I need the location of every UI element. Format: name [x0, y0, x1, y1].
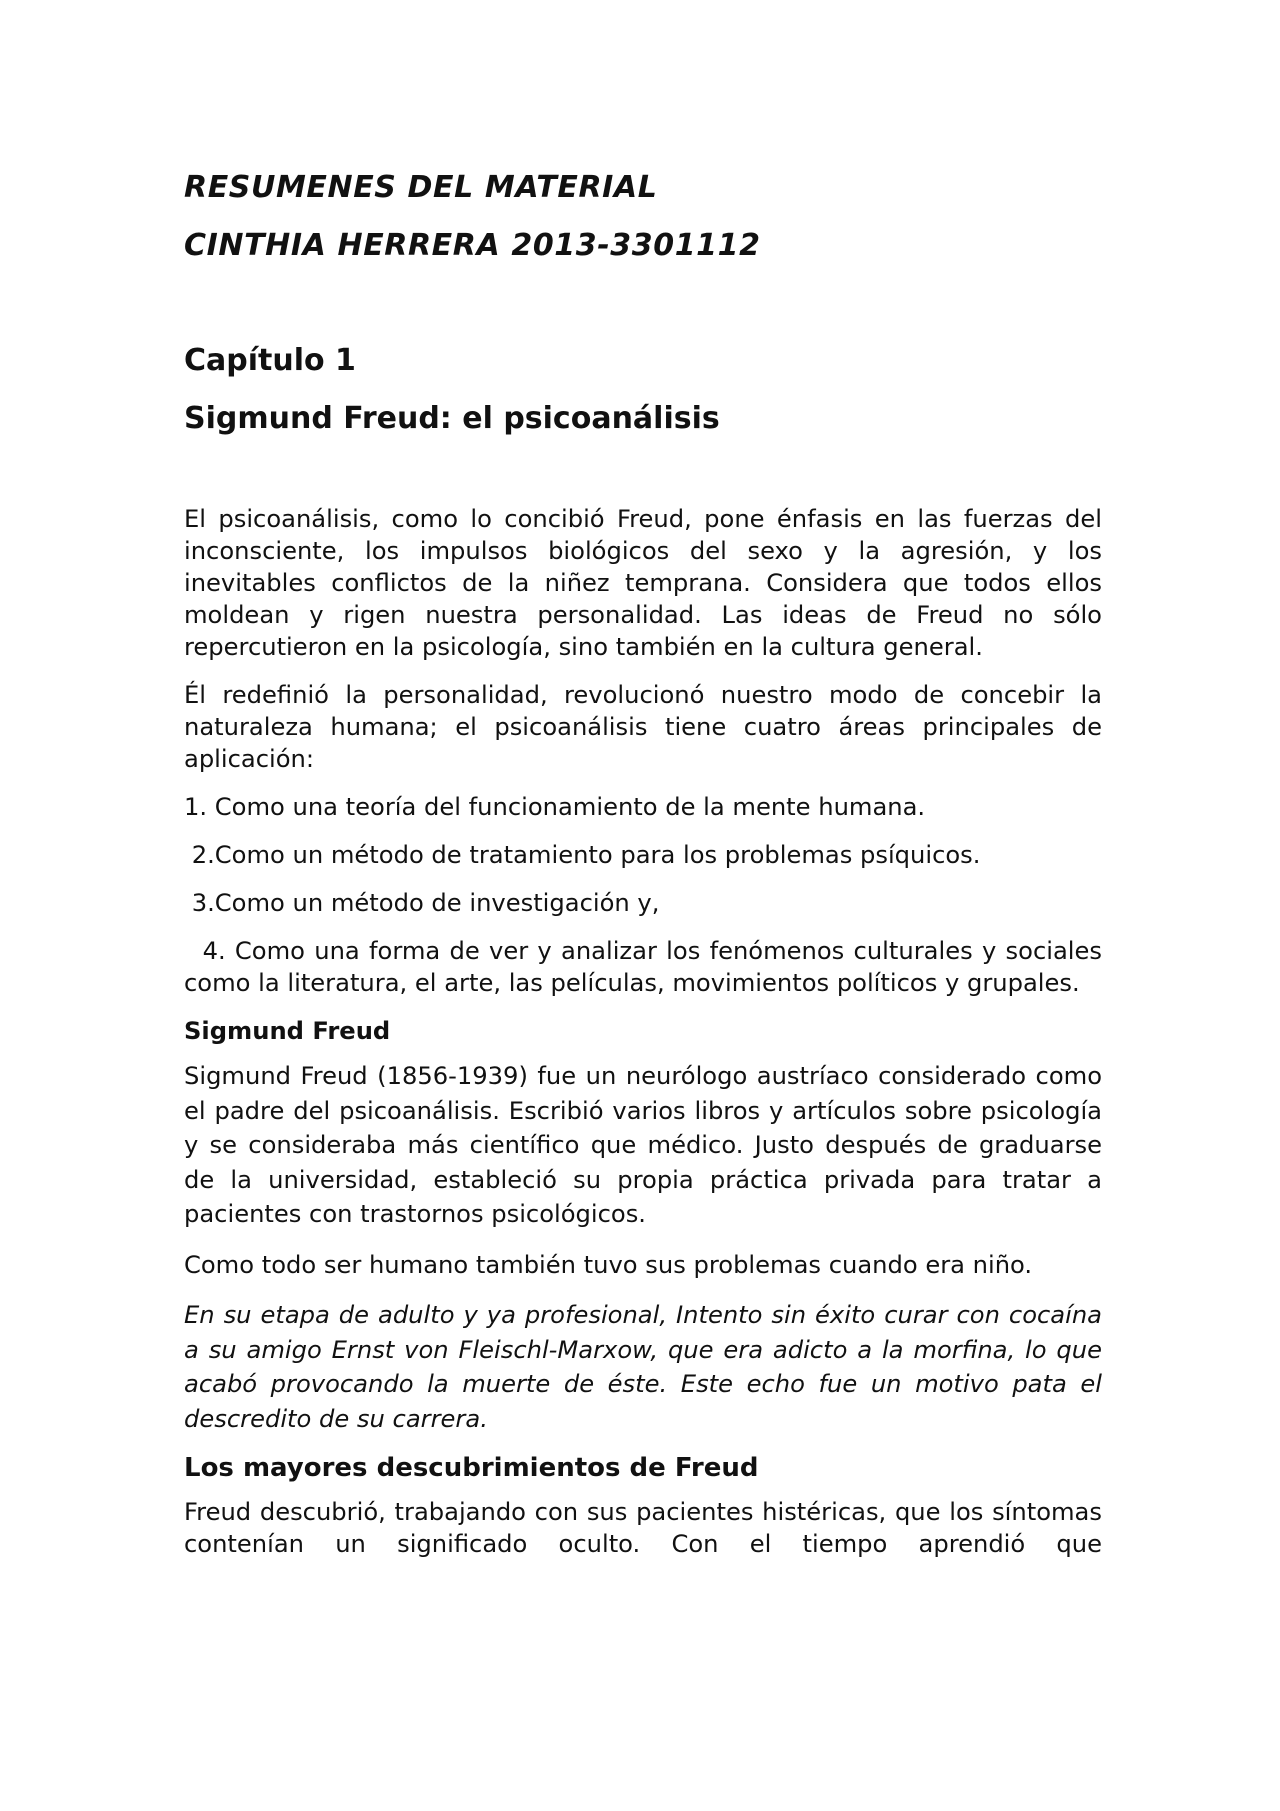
freud-paragraph-1: Sigmund Freud (1856-1939) fue un neurólogo austríaco considerado como el padre del psicoanálisis. Escribió varios libros y artículos sobre psicología y se consideraba más científico que médico. Justo después de graduarse de la universidad, estableció su propia práctica privada para tratar a pacientes con trastornos psicológicos. — [184, 1062, 1102, 1228]
document-content — [184, 168, 1110, 1576]
freud-paragraph-3: En su etapa de adulto y ya profesional, Intento sin éxito curar con cocaína a su amigo Ernst von Fleischl-Marxow, que era adicto a la morfina, lo que acabó provocando la muerte de éste. Este echo fue un motivo pata el descredito de su carrera. — [184, 1301, 1102, 1433]
section-heading-discoveries: Los mayores descubrimientos de Freud — [184, 1453, 759, 1483]
intro-paragraph-2: Él redefinió la personalidad, revolucionó nuestro modo de concebir la naturaleza humana; el psicoanálisis tiene cuatro áreas principales de aplicación: — [184, 681, 1102, 773]
application-item-1: 1. Como una teoría del funcionamiento de la mente humana. — [184, 793, 926, 821]
application-item-2: 2.Como un método de tratamiento para los problemas psíquicos. — [184, 841, 981, 869]
application-item-3: 3.Como un método de investigación y, — [184, 889, 660, 917]
document-title: RESUMENES DEL MATERIAL — [184, 170, 658, 205]
section-heading-freud: Sigmund Freud — [184, 1017, 391, 1045]
freud-paragraph-2: Como todo ser humano también tuvo sus problemas cuando era niño. — [184, 1250, 1033, 1279]
intro-paragraph-1: El psicoanálisis, como lo concibió Freud, pone énfasis en las fuerzas del inconsciente, los impulsos biológicos del sexo y la agresión, y los inevitables conflictos de la niñez temprana. Considera que todos ellos moldean y rigen nuestra personalidad. Las ideas de Freud no sólo repercutieron en la psicología, sino también en la cultura general. — [184, 505, 1102, 661]
chapter-title: Sigmund Freud: el psicoanálisis — [184, 401, 720, 436]
chapter-label: Capítulo 1 — [184, 343, 356, 378]
author-line: CINTHIA HERRERA 2013-3301112 — [184, 228, 761, 263]
discoveries-paragraph-1: Freud descubrió, trabajando con sus pacientes histéricas, que los síntomas contenían un significado oculto. Con el tiempo aprendió que — [184, 1498, 1102, 1558]
application-item-4: 4. Como una forma de ver y analizar los fenómenos culturales y sociales como la literatura, el arte, las películas, movimientos políticos y grupales. — [184, 937, 1110, 997]
